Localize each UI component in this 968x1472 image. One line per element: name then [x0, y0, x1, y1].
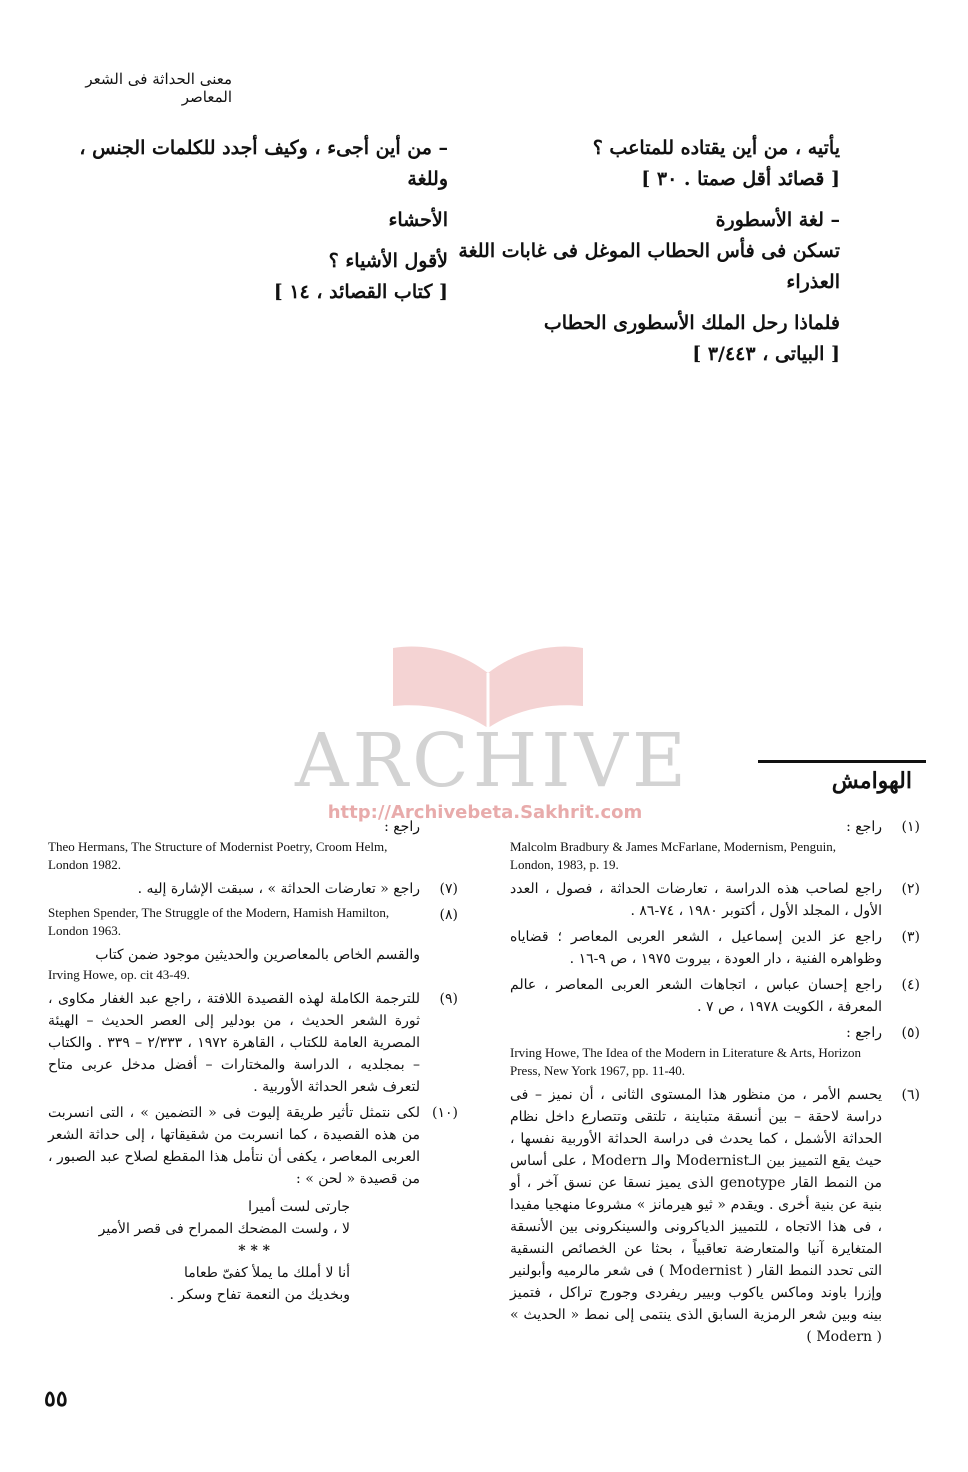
watermark-url: http://Archivebeta.Sakhrit.com — [327, 802, 643, 823]
poem-line: العذراء — [786, 271, 840, 293]
footnote-text: راجع : — [846, 819, 882, 835]
footnote-citation: Irving Howe, op. cit 43-49. — [48, 967, 190, 982]
poem-line: – من أين أجىء ، وكيف أجدد للكلمات الجنس ، — [79, 137, 448, 159]
footnote-text: راجع « تعارضات الحداثة » ، سبقت الإشارة إليه . — [137, 881, 420, 897]
footnote — [48, 816, 458, 874]
footnote-number — [420, 816, 458, 874]
quoted-poem-line: لا ، ولست المضحك الممراح فى قصر الأمير — [98, 1221, 350, 1237]
footnote-number: (٢) — [901, 881, 920, 897]
footnote — [48, 1102, 458, 1306]
footnote-number: (٤) — [901, 977, 920, 993]
poem-line: [ قصائد أقل صمتا . ٣٠ ] — [641, 168, 840, 190]
poem-line: يأتيه ، من أين يقتاده للمتاعب ؟ — [592, 137, 840, 159]
footnote-text: راجع عز الدين إسماعيل ، الشعر العربى المعاصر ؛ قضاياه وظواهره الفنية ، دار العودة ، بيروت ١٩٧٥ ، ص ٩-١٦ . — [510, 929, 882, 967]
footnotes-heading: الهوامش — [831, 768, 912, 794]
footnote — [510, 1022, 920, 1080]
footnote-text: راجع : — [846, 1025, 882, 1041]
footnote-text: راجع لصاحب هذه الدراسة ، تعارضات الحداثة ، فصول ، العدد الأول ، المجلد الأول ، أكتوبر ١٩٨٠ ، ٧٤-٨٦ . — [510, 881, 882, 919]
footnote — [510, 878, 920, 922]
footnote-number: (٩) — [439, 991, 458, 1007]
footnote-citation: Malcolm Bradbury & James McFarlane, Modernism, Penguin, London, 1983, p. 19. — [510, 839, 837, 872]
poem-line: فلماذا رحل الملك الأسطورى الحطاب — [543, 312, 840, 334]
footnote-number: (٨) — [439, 907, 458, 923]
quoted-poem — [48, 1196, 420, 1306]
poem-line: [ البياتى ، ٣/٤٤٣ ] — [692, 343, 840, 365]
footnote-number: (١٠) — [432, 1105, 458, 1121]
stanza-gap — [43, 195, 448, 205]
page-number: ٥٥ — [44, 1386, 68, 1412]
quoted-poem-line: أنا لا أملك ما يملأ كفىّ طعاما — [183, 1265, 350, 1281]
footnote-number: (٥) — [901, 1025, 920, 1041]
footnote — [510, 974, 920, 1018]
footnote-number — [420, 944, 458, 984]
footnote — [510, 816, 920, 874]
notes-right-column — [510, 816, 920, 1352]
footnote-text: راجع : — [384, 819, 420, 835]
stanza-gap — [480, 195, 840, 205]
poem-line: [ كتاب القصائد ، ١٤ ] — [273, 281, 448, 303]
footnote-citation: Theo Hermans, The Structure of Modernist Poetry, Croom Helm, London 1982. — [48, 839, 388, 872]
watermark-text: ARCHIVE — [295, 718, 691, 804]
footnote-number: (٧) — [439, 881, 458, 897]
quoted-poem-line: وبخديك من النعمة تفاح وسكر . — [169, 1287, 350, 1303]
footnote-text: والقسم الخاص بالمعاصرين والحديثين موجود ضمن كتاب — [95, 947, 420, 963]
footnote-number: (١) — [901, 819, 920, 835]
footnote — [48, 944, 458, 984]
footnote-text: للترجمة الكاملة لهذه القصيدة اللافتة ، راجع عبد الغفار مكاوى ، ثورة الشعر الحديث ، من بودلير إلى العصر الحديث – الهيئة المصرية العامة للكتاب ، القاهرة ١٩٧٢ ، ٢/٣٣٣ – ٣٣٩ . والكتاب – بمجلديه ، الدراسة والمختارات – أفضل مدخل عربى متاح لتعرف شعر الحداثة الأوربية . — [48, 991, 420, 1095]
stanza-gap — [43, 236, 448, 246]
running-head: معنى الحداثة فى الشعر المعاصر — [85, 70, 232, 106]
poem-line: وللغة — [407, 168, 448, 190]
footnote-citation: Stephen Spender, The Struggle of the Modern, Hamish Hamilton, London 1963. — [48, 905, 390, 938]
footnote-citation: Irving Howe, The Idea of the Modern in Literature & Arts, Horizon Press, New York 1967, pp. 11-40. — [510, 1045, 862, 1078]
footnote — [48, 878, 458, 900]
poem-line: لأقول الأشياء ؟ — [328, 250, 448, 272]
poem-right-column — [458, 133, 840, 370]
notes-left-column — [48, 816, 458, 1310]
footnote — [510, 926, 920, 970]
poem-line: – لغة الأسطورة — [715, 209, 840, 231]
stanza-gap — [480, 298, 840, 308]
footnote-number: (٣) — [901, 929, 920, 945]
footnote-text: لكى نتمثل تأثير طريقة إليوت فى « التضمين » ، التى انسربت من هذه القصيدة ، كما انسربت من شقيقاتها ، إلى حداثة الشعر العربى المعاصر ، يكفى أن نتأمل هذا المقطع لصلاح عبد الصبور ، من قصيدة « لحن » : — [48, 1105, 420, 1187]
footnote-rule — [758, 760, 926, 763]
poem-line: تسكن فى فأس الحطاب الموغل فى غابات اللغة — [458, 240, 840, 262]
footnote — [48, 904, 458, 940]
quoted-poem-line: جارتى لست أميرا — [248, 1199, 350, 1215]
footnote — [48, 988, 458, 1098]
poem-left-column — [43, 133, 448, 308]
footnote — [510, 1084, 920, 1348]
footnote-text: يحسم الأمر ، من منظور هذا المستوى الثانى ، أن نميز – فى دراسة لاحقة – بين أنسقة متباينة ، تلتقى وتتصارع داخل نظام الحداثة الأشمل ، كما يحدث فى دراسة الحداثة الأوربية نفسها ، حيث يقع التمييز بين الـModernist والـ Modern ، على أساس من النمط القار genotype الذى يميز نسقا عن نسق آخر ، أو بنية عن بنية أخرى . ويقدم « ثيو هيرمانز » مشروعا منهجيا مفيدا ، فى هذا الاتجاه ، للتمييز الدياكرونى والسينكرونى بين الأنسقة المتغايرة آنيا والمتعارضة تعاقبياً ، بحثا عن الخصائص النسقية التى تحدد النمط القار ( Modernist ) فى شعر مالرميه وأبولنير وإزرا باوند وماكس ياكوب وبيير ريفردى وجورج تراكل ، فتميز بينه وبين شعر الرمزية السابق الذى ينتمى إلى نمط « الحديث » ( Modern ) — [510, 1087, 882, 1345]
quoted-poem-line: * * * — [238, 1243, 270, 1259]
footnote-number: (٦) — [901, 1087, 920, 1103]
poem-line: الأحشاء — [388, 209, 448, 231]
footnote-text: راجع إحسان عباس ، اتجاهات الشعر العربى المعاصر ، عالم المعرفة ، الكويت ١٩٧٨ ، ص ٧ . — [510, 977, 882, 1015]
